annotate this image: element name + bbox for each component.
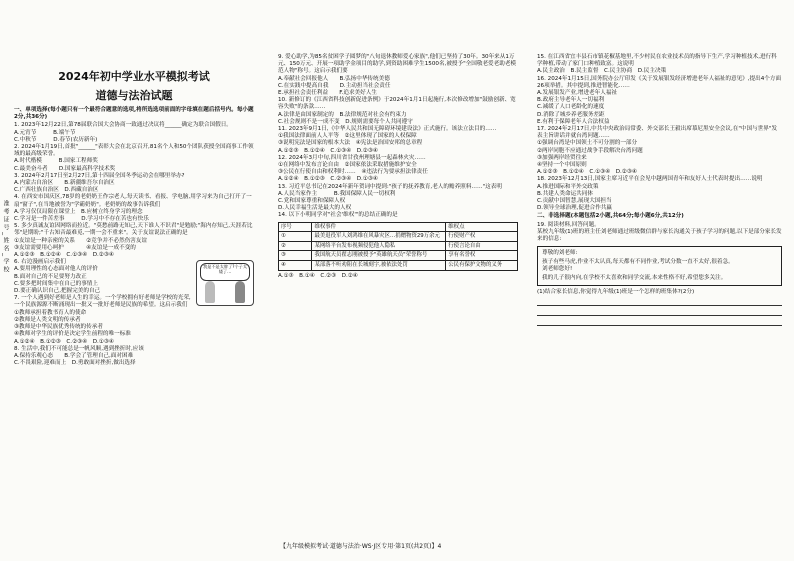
question-line: C.在实践中提高自我 D.主动担当社会责任 (278, 82, 391, 89)
table-row (279, 232, 518, 242)
question-line: 某校九年级(1)班的班主任刘老师通过班级微信群与家长沟通关于孩子学习的问题,以下是部分家长发来的信息: (537, 228, 782, 243)
table-cell: 行使言论自由 (446, 241, 518, 251)
question-line: 3. 2024年2月17日至2月27日,第十四届全国冬季运动会在哪里举办? (14, 172, 185, 179)
question-line: ④坚持一个中国原则 (537, 162, 587, 169)
answer-line[interactable] (537, 307, 782, 316)
question-line: A.①②③ B.①②④ C.①③④ D.②③④ (278, 147, 378, 154)
question-line: 19. 阅读材料,回答问题。 (537, 221, 600, 228)
question-line: A.时代楷模 B.国家工程师奖 (14, 158, 98, 165)
exam-subject: 道德与法治试题 (95, 89, 173, 102)
question-line: C.最美奋斗者 D.国家最高科学技术奖 (14, 165, 116, 172)
question-line: ①强调台湾是中国领土不可分割的一部分 (537, 140, 638, 147)
speech-bubble: 我是不是太胖了?个子太矮了… (200, 263, 250, 281)
question-line: 5. 多少真诚友谊因网络而拉近。"莫愁前路无知己,天下谁人不识君"是勉励;"海内存知己,天涯若比邻"是期盼;"千古知音最难觅,一期一会不重来"。关于友谊说法正确的是 (14, 223, 253, 237)
question-line: A.学习仅仅局限在课堂上 B.应树立终身学习的理念 (14, 208, 143, 215)
question-line: B.面对自己的不足要努力改正 (14, 273, 87, 280)
question-line: C.中秋节 D.春节(农历新年) (14, 136, 98, 143)
table-cell: ① (279, 232, 312, 242)
answer-line[interactable] (537, 297, 782, 306)
message-body: 孩子有些马虎,作业不太认真,每天都有不同作业,考试分数一直不太好,很着急。 (542, 258, 734, 265)
table-header: 序号 (279, 222, 312, 232)
message-salutation: 刘老师您好! (542, 266, 573, 273)
message-body: 我的儿子很内向,在学校不太喜欢和同学交流,本来性格不好,希望您多关注。 (542, 274, 727, 281)
table-cell: 享有名誉权 (446, 251, 518, 261)
table-cell: ③ (279, 251, 312, 261)
candidate-info-strip: 准考证号_姓名_学校 (2, 200, 9, 274)
question-line: E.有利于保障老年人合法权益 (537, 118, 610, 125)
section-heading: 二、非选择题(本题包括2小题,共64分;每小题6分,共12分) (537, 213, 684, 220)
question-line: A.保持乐观心态 B.学会了管理自己,面对困难 (14, 352, 134, 359)
question-line: A.发展银发产业,增进老年人福祉 (537, 90, 618, 97)
question-line: A.人民当家作主 B.我国保障人民一切权利 (278, 190, 396, 197)
question-line: E.承担社会责任利益 F.追求美好人生 (278, 90, 377, 97)
question-line: ①教师承担着教书育人的使命 (14, 309, 87, 316)
table-header: 维权事件 (312, 222, 446, 232)
question-line: A.奉献社会回报他人 B.弘扬中华传统美德 (278, 75, 390, 82)
question-line: ③加强两岸经贸往来 (537, 154, 587, 161)
rights-table (278, 222, 518, 271)
question-line: D.消除了城乡养老服务差距 (537, 111, 605, 118)
question-line: C.社会规则不是一成不变 D.规则需要每个人共同遵守 (278, 118, 413, 125)
question-line: C.要多把时间集中在自己的事情上 (14, 280, 98, 287)
question-line: C.减缓了人口老龄化的速度 (537, 104, 605, 111)
page-footer: 【九年级模拟考试·道德与法治·WS·J区专用·第1页(共2页)】4 (280, 543, 442, 550)
question-line: ③说明宪法是国家的根本大法 ④宪法是治国安邦的总章程 (278, 140, 423, 147)
question-line: 4. 在西安市国庆区,78岁的老奶奶王作宗老人,每天读书、看报、学电脑,用学习来为自己打开了一扇"窗子",在当地被誉为"学霸奶奶"。老奶奶的故事告诉我们 (14, 194, 252, 208)
question-line: D.要正确认识自己,把握完美的自己 (14, 288, 101, 295)
question-line: ①友谊是一种亲密的关系 ②竞争并不必然伤害友谊 (14, 237, 148, 244)
exam-title: 2024年初中学业水平模拟考试 (58, 70, 210, 83)
question-line: C.学习是一件苦差事 D.学习中不存在苦也有快乐 (14, 216, 149, 223)
question-line: A.元宵节 B.端午节 (14, 129, 76, 136)
table-cell: 我国航天员翟志刚被授予"英雄航天员"荣誉称号 (312, 251, 446, 261)
message-salutation: 尊敬的刘老师: (542, 250, 578, 257)
question-line: 13. 习近平总书记在2024年新年贺词中提到:"孩子的抚养教育,老人的赡养照料……"这表明 (278, 183, 502, 190)
question-line: ④教师对学生的评价是决定学生前程的唯一标准 (14, 331, 131, 338)
table-cell: 某部落不听劝阻在长城刻字,被依法处罚 (312, 261, 446, 271)
question-line: 15. 在江西省宜丰县石市镇花椒基地里,不少村民在农业技术员的指导下生产,学习种植技术,进行科学种植,带动了家门口种植致富。这说明 (537, 54, 777, 68)
question-line: 7. 一个人遇到好老师是人生的幸运。一个学校拥有好老师是学校的光荣,一个民族源源不断涌现出一批又一批好老师是民族的希望。这启示我们 (14, 295, 191, 309)
question-line: A.要用理性的心态面对他人的评价 (14, 266, 98, 273)
question-line: 9. 爱心助学,为85名贫困学子圆梦的"八旬退休教师爱心家族",他们已坚持了30年。30年来从1万元、150万元、开展一项助学金项目的助学,到资助困难学生1500名,被授予"全国敬老爱老助老模范人物"称号。这启示我们要 (278, 54, 517, 75)
person-figure-icon (205, 281, 215, 303)
question-line: 2. 2024年1月19日,首批"______"表彰大会在北京召开,81名个人和50个团队获授全国商事工作领域的最高级荣誉。 (14, 144, 254, 158)
table-header: 维权点 (446, 222, 518, 232)
question-line: ①我国法律面前人人平等 ②这里体现了国家的人权保障 (278, 133, 417, 140)
question-line: ②两岸同胞不应通过战争手段解决台湾问题 (537, 147, 643, 154)
table-row (279, 261, 518, 271)
question-line: C.广西壮族自治区 D.西藏自治区 (14, 187, 99, 194)
question-line: C.贡献中国智慧,展现大国担当 (537, 198, 612, 205)
question-line: 1. 2023年12月22日,第78届联合国大会协商一致通过决议将______确定为联合国假日。 (14, 122, 232, 129)
table-cell: ② (279, 241, 312, 251)
table-header-row (279, 222, 518, 232)
question-line: A.①③ B.①④ C.②③ D.②④ (278, 272, 358, 279)
person-figure-icon (235, 281, 245, 303)
cartoon-illustration (196, 260, 254, 306)
question-line: A.推进国际和平外交政策 (537, 183, 599, 190)
table-cell: 最美退役军人刘鸿维在风暴灾区…捐赠物资29万余元 (312, 232, 446, 242)
question-line: 18. 2023年12月13日,国家主席习近平在会见中越两国青年和友好人士代表时提出……说明 (537, 176, 763, 183)
question-line: 17. 2024年2月17日,中共中央政治局常委、外交部长王毅出席慕尼黑安全会议,在"中国与世界"发表主旨讲话并就台湾问题…… (537, 126, 778, 140)
table-row (279, 241, 518, 251)
column-right (537, 54, 782, 327)
column-left (14, 50, 254, 367)
question-line: ②教师是人类文明的传承者 (14, 316, 81, 323)
table-row (279, 251, 518, 261)
table-cell: ④ (279, 261, 312, 271)
question-line: A.民主政治 B.民主监督 C.民主协商 D.民主决策 (537, 68, 667, 75)
question-line: ③教师是中华民族优秀传统的传承者 (14, 324, 103, 331)
question-line: 6. 右边漫画启示我们 (14, 259, 66, 266)
question-line: C.不畏艰险,迎难而上 D.勇敢面对挫折,做出选择 (14, 360, 136, 367)
answer-line[interactable] (537, 317, 782, 326)
question-line: A.内蒙古自治区 B.新疆维吾尔自治区 (14, 180, 115, 187)
table-cell: 行使财产权 (446, 232, 518, 242)
question-line: (1)结合家长信息,你觉得九年级(1)班是一个怎样的班集体?(2分) (537, 288, 695, 295)
question-line: A.①②④ B.①②③ C.②③④ D.①③④ (14, 338, 114, 345)
question-line: 16. 2024年1月15日,国务院办公厅印发《关于发展银发经济增进老年人福祉的意见》,提出4个方面26项举措。其中提到,推进智能化…… (537, 75, 782, 89)
question-line: 8. 生活中,我们不可能总是一帆风顺,遇到挫折时,应该 (14, 345, 144, 352)
question-line: ①在网络中发布言论自由 ②国家依法采取措施维护安全 (278, 162, 417, 169)
question-line: A.法律是由国家制定的 B.法律规范对社会有约束力 (278, 111, 407, 118)
question-line: A.①②③ B.①②④ C.①③④ D.②③④ (537, 169, 637, 176)
section-heading: 一、单项选择(每小题只有一个最符合题意的选项,将所选选项前面的字母填在题后括号内。每小题2分,共36分) (14, 107, 254, 121)
question-line: B.政府主导老年人一切福利 (537, 97, 605, 104)
question-line: D.领导全球治理,促进合作共赢 (537, 205, 612, 212)
table-cell: 公民有保护文物的义务 (446, 261, 518, 271)
question-line: A.①②④ B.①②③ C.②③④ D.①③④ (278, 176, 378, 183)
question-line: 10. 新修订的《江西省科技创新促进条例》于2024年1月1日起施行,本次修改增加"鼓励创新、宽容失败"的条款…… (278, 97, 516, 111)
question-line: B.共建人类命运共同体 (537, 190, 593, 197)
question-line: D.人民幸福生活是最大的人权 (278, 205, 352, 212)
question-line: C.党和国家尊重和保障人权 (278, 198, 346, 205)
question-line: 12. 2024年3月中旬,四川省甘孜州理塘县一起森林火灾…… (278, 154, 426, 161)
column-middle (278, 54, 518, 280)
table-cell: 某网络平台发布视频侵犯他人隐私 (312, 241, 446, 251)
parent-message-box (537, 246, 782, 286)
question-line: A.①②③ B.①②④ C.①③④ D.②③④ (14, 252, 114, 259)
question-line: 11. 2023年9月1日,《中华人民共和国无障碍环境建设法》正式施行。该法立法目的…… (278, 126, 497, 133)
question-line: ③友谊需要用心呵护 ④友谊是一成不变的 (14, 244, 136, 251)
question-line: ③公民在行使自由和权利时…… ④违法行为要承担法律责任 (278, 169, 428, 176)
question-line: 14. 以下小明同学对"社会'维权'"的总结正确的是 (278, 212, 398, 219)
